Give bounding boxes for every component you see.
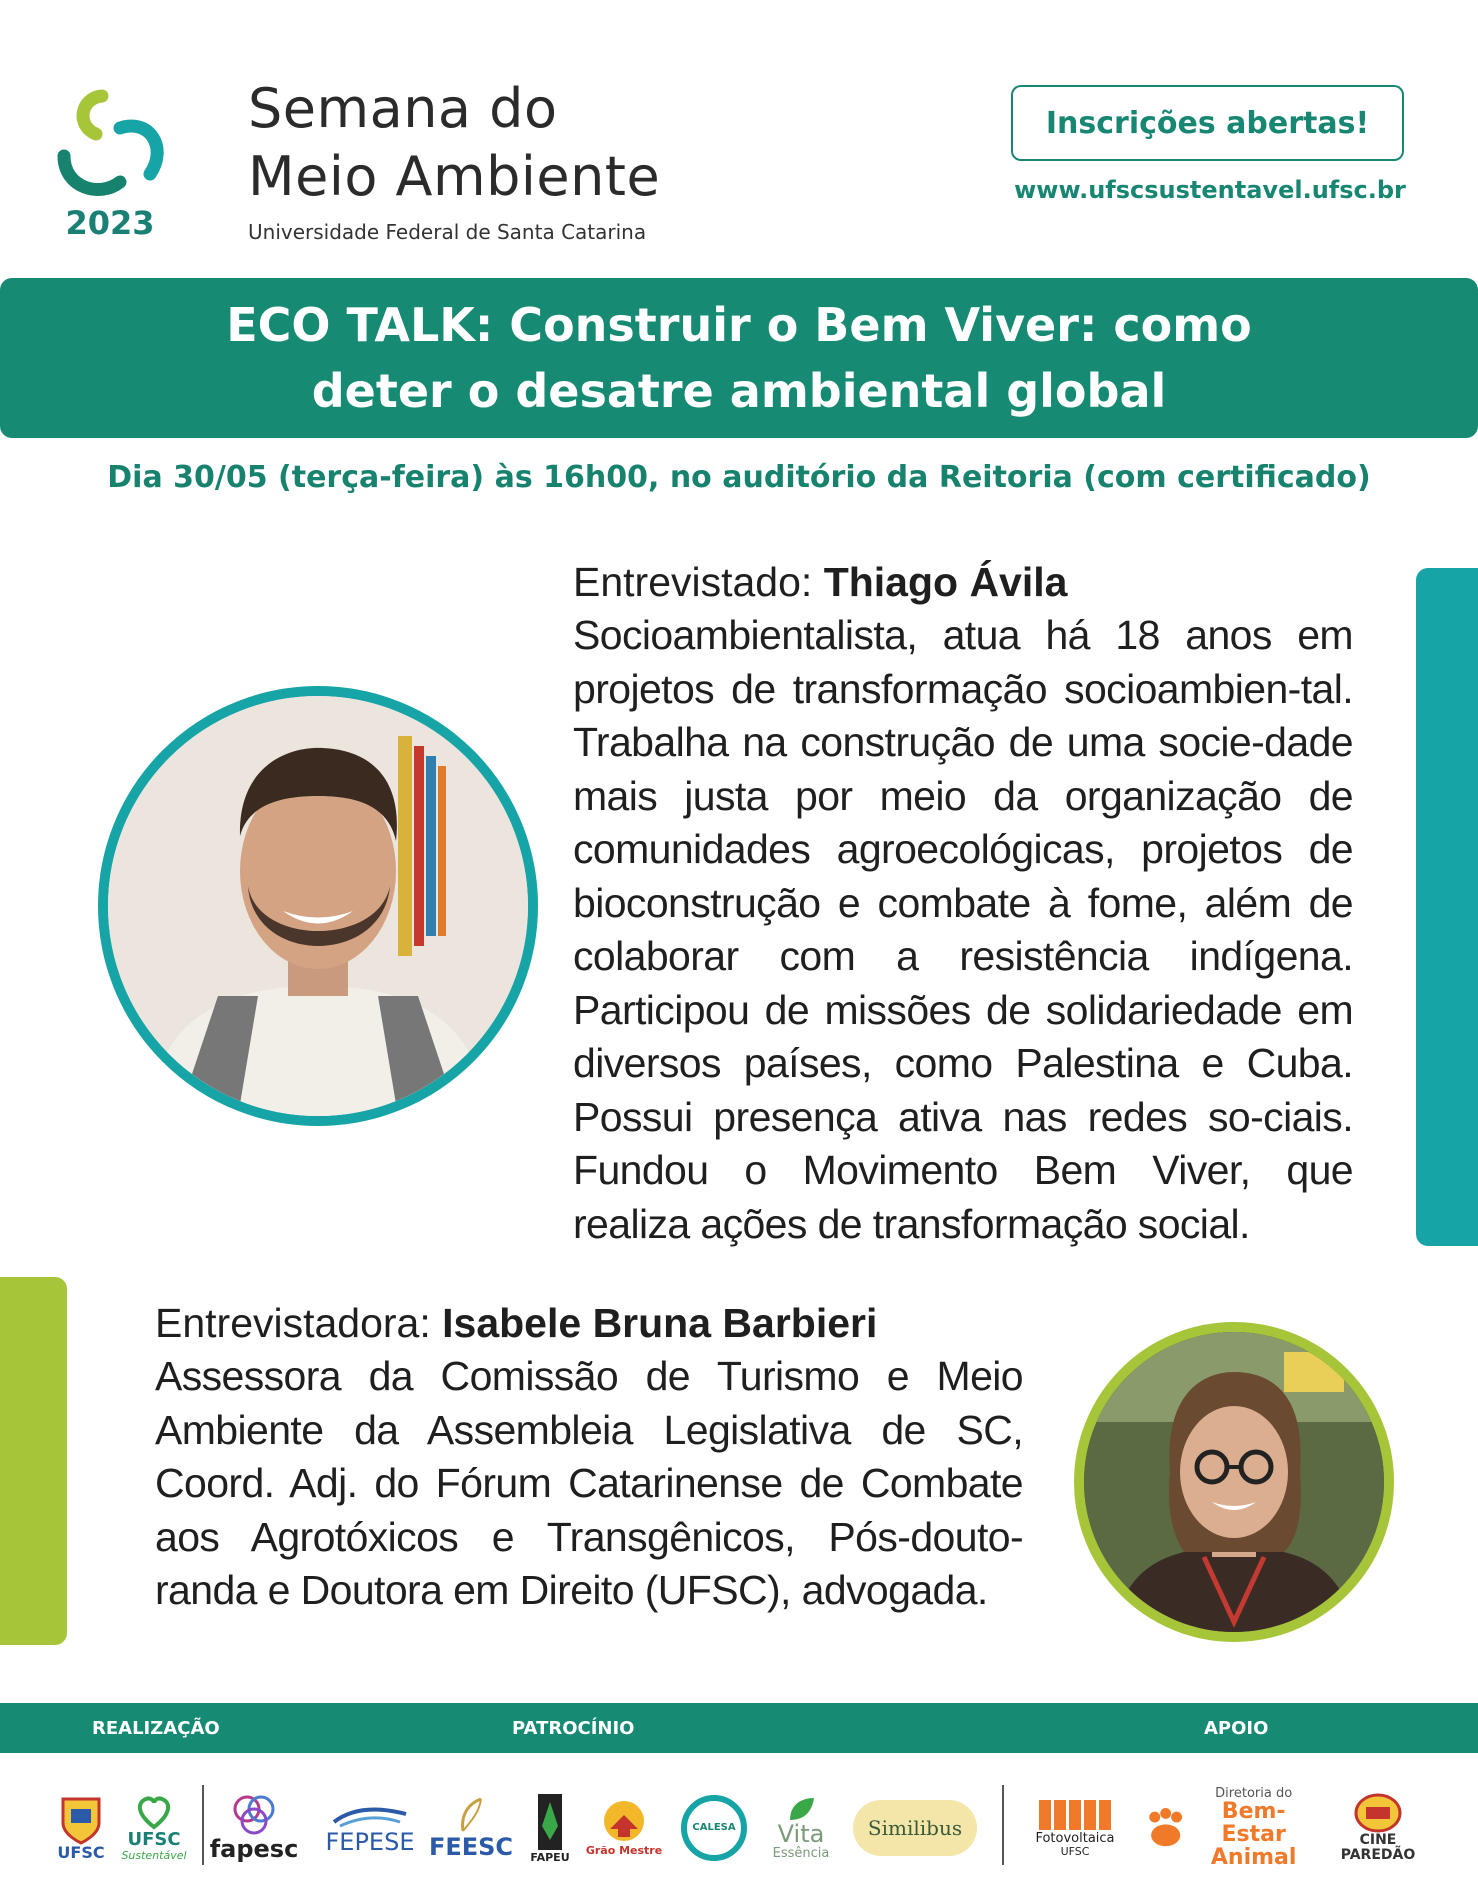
interviewer-bio-block xyxy=(155,1296,1023,1618)
person-icon xyxy=(1084,1332,1384,1632)
logo-fapeu xyxy=(522,1778,578,1878)
logo-grao-mestre xyxy=(584,1778,664,1878)
logo-bem-estar-animal xyxy=(1142,1778,1312,1878)
interviewer-name: Isabele Bruna Barbieri xyxy=(442,1300,878,1346)
logo-cine-paredao xyxy=(1322,1778,1434,1878)
fotovoltaica-text: Fotovoltaica xyxy=(1035,1831,1115,1847)
heart-icon xyxy=(134,1795,174,1831)
interviewee-photo xyxy=(98,686,538,1126)
logo-year: 2023 xyxy=(65,204,155,242)
interviewee-role-label: Entrevistado: xyxy=(573,559,824,605)
brain-icon xyxy=(231,1793,277,1837)
label-apoio: APOIO xyxy=(1204,1718,1269,1739)
paw-icon xyxy=(1142,1804,1189,1852)
ufsc-sust-text: UFSC xyxy=(127,1828,181,1850)
logo-ufsc xyxy=(46,1778,116,1878)
event-title-banner xyxy=(0,278,1478,438)
interviewer-bio: Assessora da Comissão de Turismo e Meio Ambiente da Assembleia Legislativa de SC, Coord. Adj. do Fórum Catarinense de Combate aos Agrotóxicos e Transgênicos, Pós-douto-randa e Doutora em Direito (UFSC), advogada. xyxy=(155,1353,1023,1613)
site-title-line2: Meio Ambiente xyxy=(248,145,661,208)
vita-text: Vita xyxy=(777,1819,825,1848)
similibus-badge xyxy=(853,1800,977,1856)
pen-nib-icon xyxy=(536,1792,564,1852)
leaf-icon xyxy=(786,1796,816,1822)
logo-ufsc-sustentavel xyxy=(116,1778,192,1878)
fapeu-text: FAPEU xyxy=(530,1851,570,1865)
event-logo xyxy=(50,78,180,248)
person-icon xyxy=(108,696,528,1116)
footer-divider xyxy=(1002,1785,1004,1865)
event-title-line1: ECO TALK: Construir o Bem Viver: como xyxy=(226,298,1252,352)
label-realizacao: REALIZAÇÃO xyxy=(92,1718,220,1739)
quill-icon xyxy=(451,1795,491,1835)
logo-fotovoltaica xyxy=(1020,1778,1130,1878)
sunflower-icon xyxy=(598,1799,650,1845)
site-subtitle: Universidade Federal de Santa Catarina xyxy=(248,220,647,244)
vita-sub: Essência xyxy=(772,1845,830,1861)
interviewee-name: Thiago Ávila xyxy=(823,559,1068,605)
ufsc-text: UFSC xyxy=(57,1842,105,1862)
calesa-text: CALESA xyxy=(692,1821,736,1833)
logo-calesa xyxy=(674,1778,754,1878)
logo-vita-essencia xyxy=(764,1778,838,1878)
logo-similibus xyxy=(850,1778,980,1878)
fotovoltaica-sub: UFSC xyxy=(1060,1845,1090,1859)
interviewer-role-label: Entrevistadora: xyxy=(155,1300,443,1346)
wave-icon xyxy=(330,1800,410,1830)
footer-divider xyxy=(202,1785,204,1865)
ufsc-sust-sub: Sustentável xyxy=(121,1848,187,1862)
fepese-text: FEPESE xyxy=(325,1828,415,1857)
logo-fapesc xyxy=(209,1778,299,1878)
solar-panel-icon xyxy=(1037,1798,1113,1832)
feesc-text: FEESC xyxy=(428,1833,514,1862)
site-url-link[interactable]: www.ufscsustentavel.ufsc.br xyxy=(1014,176,1406,204)
grao-mestre-text: Grão Mestre xyxy=(585,1844,663,1858)
decorative-bar-left xyxy=(0,1277,67,1645)
signup-button[interactable]: Inscrições abertas! xyxy=(1011,85,1404,161)
interviewee-bio: Socioambientalista, atua há 18 anos em projetos de transformação socioambien-tal. Trabalha na construção de uma socie-dade mais justa por meio da organização de comunidades agroecológicas, projetos de bioconstrução e combate à fome, além de colaborar com a resistência indígena. Participou de missões de solidariedade em diversos países, como Palestina e Cuba. Possui presença ativa nas redes so-ciais. Fundou o Movimento Bem Viver, que realiza ações de transformação social. xyxy=(573,612,1353,1247)
logo-feesc xyxy=(428,1778,514,1878)
interviewer-photo xyxy=(1074,1322,1394,1642)
decorative-bar-right xyxy=(1416,568,1478,1246)
event-date: Dia 30/05 (terça-feira) às 16h00, no auditório da Reitoria (com certificado) xyxy=(107,460,1371,495)
film-badge-icon xyxy=(1354,1793,1402,1833)
site-title-line1: Semana do xyxy=(248,77,558,140)
similibus-text: Similibus xyxy=(867,1815,963,1840)
event-title-line2: deter o desatre ambiental global xyxy=(311,364,1167,418)
shield-icon xyxy=(59,1795,103,1845)
bem-estar-line1: Diretoria do xyxy=(1215,1785,1293,1801)
calesa-ring xyxy=(681,1795,747,1861)
leaf-swirl-icon xyxy=(50,78,180,208)
bem-estar-line3: Animal xyxy=(1210,1845,1297,1871)
label-patrocinio: PATROCÍNIO xyxy=(512,1718,635,1739)
cine-text: CINE PAREDÃO xyxy=(1340,1832,1416,1863)
fapesc-text: fapesc xyxy=(209,1835,299,1864)
logo-fepese xyxy=(320,1778,420,1878)
interviewee-bio-block xyxy=(573,555,1353,1251)
bem-estar-line2: Bem-Estar xyxy=(1221,1799,1286,1848)
